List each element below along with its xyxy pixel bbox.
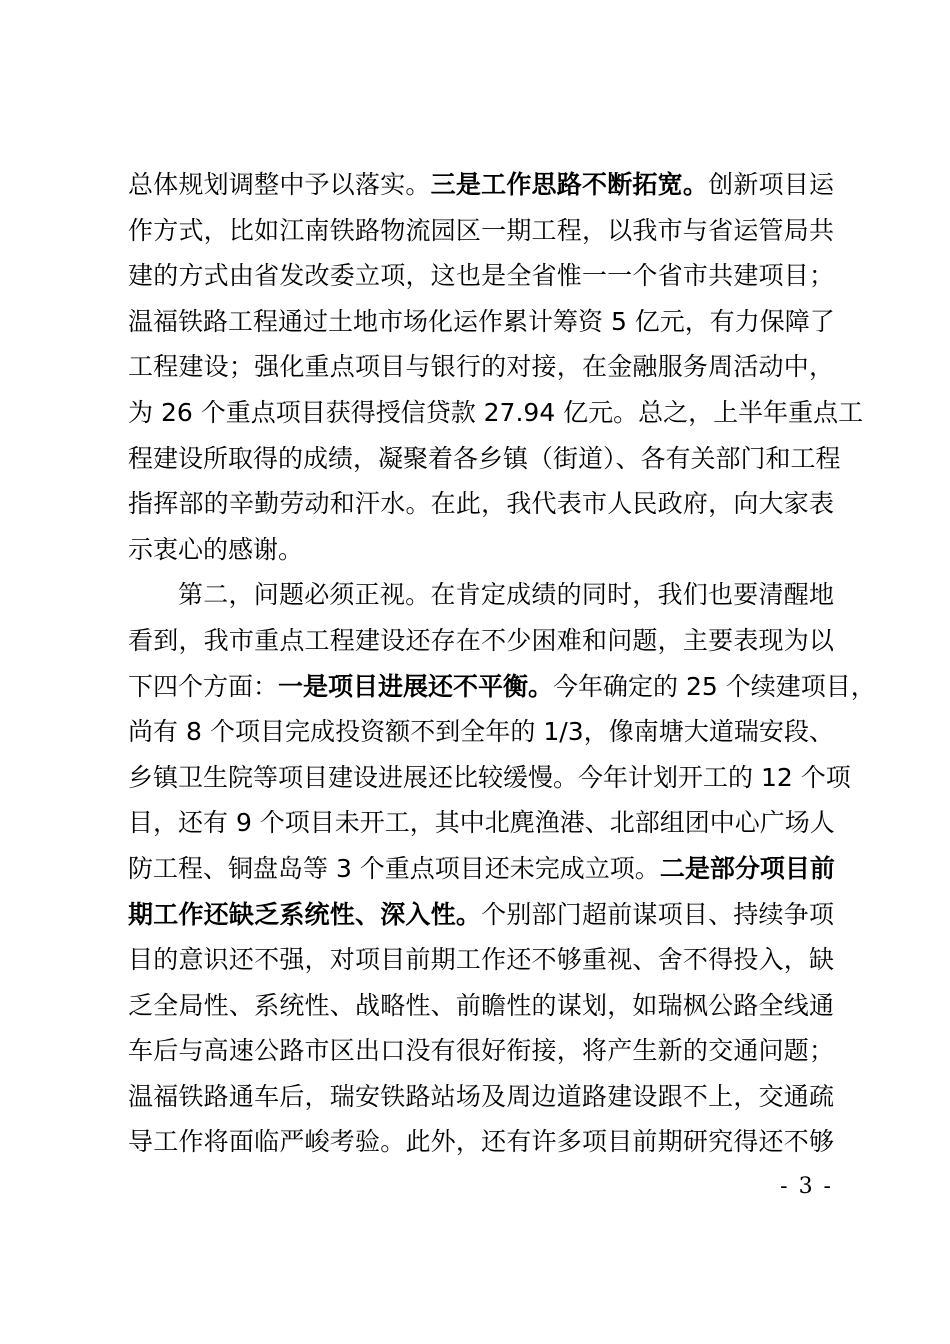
bold-heading-run: 二是部分项目前 — [659, 853, 835, 883]
text-line: 看到，我市重点工程建设还存在不少困难和问题，主要表现为以 — [128, 625, 834, 655]
page-number: - 3 - — [780, 1174, 833, 1199]
text-line: 导工作将面临严峻考验。此外，还有许多项目前期研究得还不够 — [128, 1127, 834, 1157]
text-line — [128, 664, 876, 710]
text-line: 温福铁路工程通过土地市场化运作累计筹资 5 亿元，有力保障了 — [128, 306, 835, 336]
bold-heading-run: 期工作还缺乏系统性、深入性。 — [128, 899, 482, 929]
text-line: 建的方式由省发改委立项，这也是全省惟一一个省市共建项目； — [128, 261, 834, 291]
text-line: 程建设所取得的成绩，凝聚着各乡镇（街道）、各有关部门和工程 — [128, 443, 841, 473]
text-run: 总体规划调整中予以落实。 — [128, 170, 431, 199]
text-line: 示衷心的感谢。 — [128, 534, 304, 564]
text-line: 指挥部的辛勤劳动和汗水。在此，我代表市人民政府，向大家表 — [128, 489, 834, 519]
text-line: 目，还有 9 个项目未开工，其中北麂渔港、北部组团中心广场人 — [128, 808, 835, 838]
text-line: 温福铁路通车后，瑞安铁路站场及周边道路建设跟不上，交通疏 — [128, 1081, 834, 1111]
bold-heading-run: 一是项目进展还不平衡。 — [278, 671, 554, 701]
text-line: 工程建设；强化重点项目与银行的对接，在金融服务周活动中， — [128, 352, 834, 382]
text-line: 作方式，比如江南铁路物流园区一期工程，以我市与省运管局共 — [128, 215, 834, 245]
text-line — [128, 892, 834, 938]
text-line: 尚有 8 个项目完成投资额不到全年的 1/3，像南塘大道瑞安段、 — [128, 717, 834, 747]
text-line — [128, 162, 834, 208]
text-run: 创新项目运 — [708, 170, 834, 199]
text-line: 为 26 个重点项目获得授信贷款 27.94 亿元。总之，上半年重点工 — [128, 397, 864, 427]
text-run: 防工程、铜盘岛等 3 个重点项目还未完成立项。 — [128, 853, 660, 883]
text-line: 目的意识还不强，对项目前期工作还不够重视、舍不得投入，缺 — [128, 945, 834, 975]
text-run: 下四个方面： — [128, 671, 279, 701]
text-line — [128, 846, 834, 892]
document-body — [128, 162, 876, 1165]
bold-heading-run: 三是工作思路不断拓宽。 — [430, 170, 709, 199]
text-line: 车后与高速公路市区出口没有很好衔接，将产生新的交通问题； — [128, 1036, 834, 1066]
text-line: 乡镇卫生院等项目建设进展还比较缓慢。今年计划开工的 12 个项 — [128, 762, 851, 792]
text-run: 今年确定的 25 个续建项目， — [553, 671, 876, 701]
paragraph-first-line: 第二，问题必须正视。在肯定成绩的同时，我们也要清醒地 — [178, 580, 834, 610]
text-run: 个别部门超前谋项目、持续争项 — [481, 899, 834, 929]
text-line: 乏全局性、系统性、战略性、前瞻性的谋划，如瑞枫公路全线通 — [128, 990, 834, 1020]
